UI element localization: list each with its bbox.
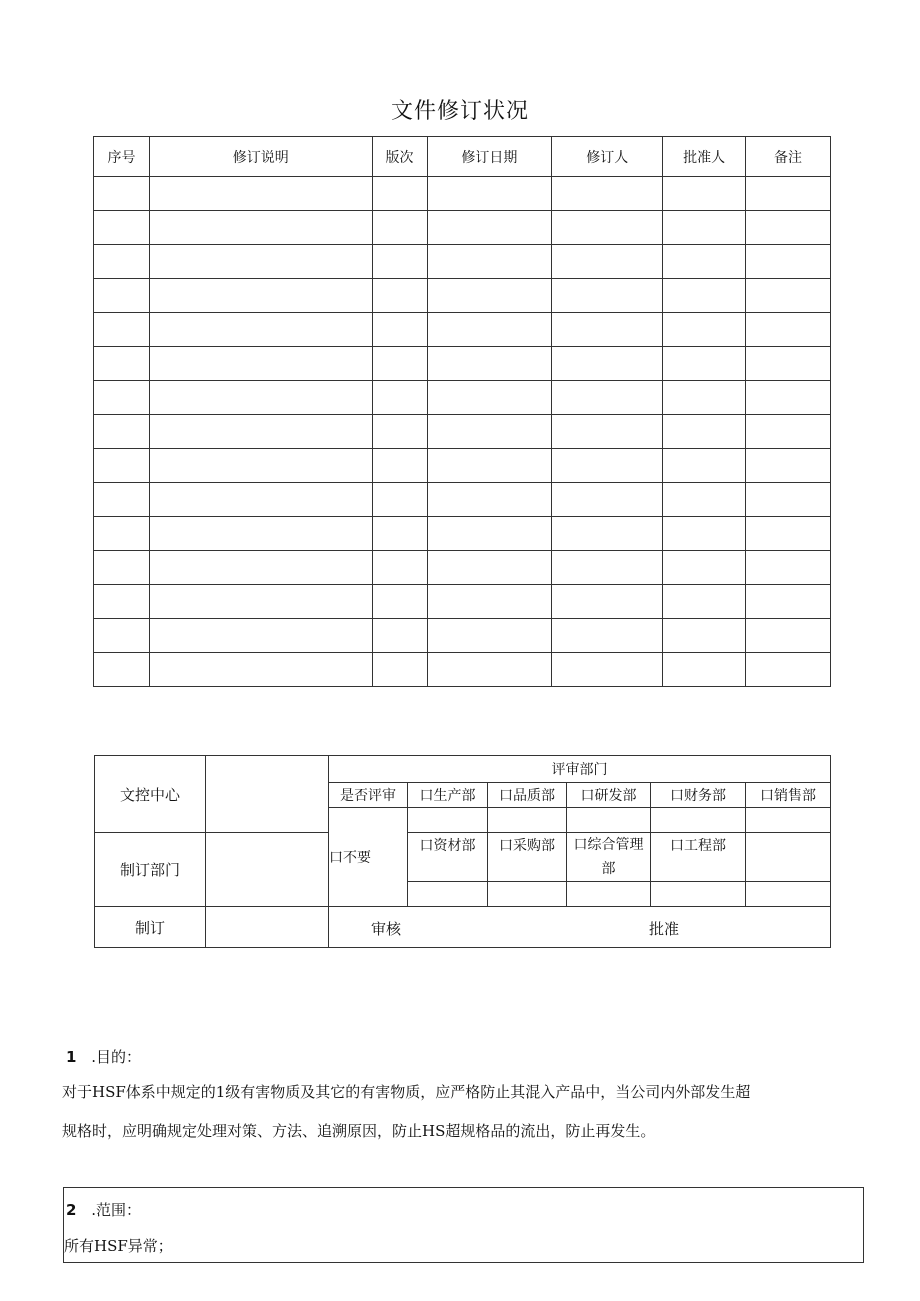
revision-cell[interactable] <box>427 381 552 415</box>
revision-cell[interactable] <box>427 211 552 245</box>
revision-cell[interactable] <box>746 313 831 347</box>
dept-engineering[interactable]: 口工程部 <box>651 833 746 882</box>
revision-row <box>94 347 831 381</box>
revision-cell[interactable] <box>746 211 831 245</box>
revision-row <box>94 585 831 619</box>
revision-cell[interactable] <box>149 279 372 313</box>
revision-cell[interactable] <box>149 585 372 619</box>
revision-header-row <box>94 137 831 177</box>
dept-quality[interactable]: 口品质部 <box>488 783 567 808</box>
revision-cell[interactable] <box>427 585 552 619</box>
dept-sales[interactable]: 口销售部 <box>746 783 831 808</box>
review-depts-header: 评审部门 <box>329 756 831 783</box>
revision-cell[interactable] <box>149 347 372 381</box>
revision-row <box>94 517 831 551</box>
revision-cell[interactable] <box>372 449 427 483</box>
revision-cell[interactable] <box>663 517 746 551</box>
revision-cell[interactable] <box>746 619 831 653</box>
revision-cell[interactable] <box>663 313 746 347</box>
revision-cell[interactable] <box>427 177 552 211</box>
revision-cell[interactable] <box>663 211 746 245</box>
revision-cell[interactable] <box>663 653 746 687</box>
header-reviser: 修订人 <box>552 137 663 177</box>
revision-cell[interactable] <box>94 483 150 517</box>
purpose-title: .目的： <box>91 1048 141 1066</box>
doc-control-label: 文控中心 <box>95 756 206 833</box>
header-version: 版次 <box>372 137 427 177</box>
revision-cell[interactable] <box>372 517 427 551</box>
revision-cell[interactable] <box>552 653 663 687</box>
revision-cell[interactable] <box>372 551 427 585</box>
revision-cell[interactable] <box>94 313 150 347</box>
revision-cell[interactable] <box>372 483 427 517</box>
revision-cell[interactable] <box>746 551 831 585</box>
revision-cell[interactable] <box>372 415 427 449</box>
revision-cell[interactable] <box>552 347 663 381</box>
revision-row <box>94 177 831 211</box>
page-title: 文件修订状况 <box>390 99 529 124</box>
revision-cell[interactable] <box>149 517 372 551</box>
revision-cell[interactable] <box>94 449 150 483</box>
revision-cell[interactable] <box>427 449 552 483</box>
revision-cell[interactable] <box>663 551 746 585</box>
revision-cell[interactable] <box>746 347 831 381</box>
revision-cell[interactable] <box>746 585 831 619</box>
revision-cell[interactable] <box>663 381 746 415</box>
revision-row <box>94 551 831 585</box>
purpose-heading <box>66 1041 141 1074</box>
revision-cell[interactable] <box>746 245 831 279</box>
revision-cell[interactable] <box>552 415 663 449</box>
revision-cell[interactable] <box>663 585 746 619</box>
revision-row <box>94 279 831 313</box>
revision-cell[interactable] <box>746 415 831 449</box>
revision-cell[interactable] <box>372 381 427 415</box>
revision-cell[interactable] <box>94 517 150 551</box>
revision-cell[interactable] <box>149 653 372 687</box>
revision-cell[interactable] <box>663 619 746 653</box>
revision-row <box>94 381 831 415</box>
header-date: 修订日期 <box>427 137 552 177</box>
revision-cell[interactable] <box>552 551 663 585</box>
revision-cell[interactable] <box>149 313 372 347</box>
revision-cell[interactable] <box>94 619 150 653</box>
header-description: 修订说明 <box>149 137 372 177</box>
revision-cell[interactable] <box>94 585 150 619</box>
revision-cell[interactable] <box>149 619 372 653</box>
revision-cell[interactable] <box>94 415 150 449</box>
revision-cell[interactable] <box>372 279 427 313</box>
revision-cell[interactable] <box>149 245 372 279</box>
scope-heading <box>66 1194 141 1227</box>
revision-cell[interactable] <box>663 279 746 313</box>
doc-control-value[interactable] <box>206 756 329 833</box>
revision-row <box>94 313 831 347</box>
revision-cell[interactable] <box>552 619 663 653</box>
sign-row <box>329 907 831 948</box>
revision-row <box>94 415 831 449</box>
audited-label: 审核 <box>371 920 402 938</box>
revision-cell[interactable] <box>552 585 663 619</box>
revision-row <box>94 211 831 245</box>
revision-row <box>94 483 831 517</box>
dept-finance[interactable]: 口财务部 <box>651 783 746 808</box>
revision-cell[interactable] <box>552 313 663 347</box>
revision-cell[interactable] <box>372 585 427 619</box>
approved-label: 批准 <box>649 920 680 938</box>
revision-cell[interactable] <box>552 483 663 517</box>
revision-row <box>94 245 831 279</box>
revision-cell[interactable] <box>427 279 552 313</box>
revision-cell[interactable] <box>149 551 372 585</box>
purpose-text-2: 规格时，应明确规定处理对策、方法、追溯原因，防止HS超规格品的流出，防止再发生。 <box>62 1122 656 1140</box>
revision-cell[interactable] <box>663 245 746 279</box>
revision-cell[interactable] <box>427 347 552 381</box>
dept-extra[interactable] <box>746 833 831 882</box>
drafting-dept-value[interactable] <box>206 833 329 907</box>
scope-box <box>63 1187 864 1263</box>
revision-cell[interactable] <box>149 211 372 245</box>
revision-cell[interactable] <box>552 177 663 211</box>
revision-body <box>94 177 831 687</box>
revision-cell[interactable] <box>663 415 746 449</box>
revision-cell[interactable] <box>427 415 552 449</box>
revision-cell[interactable] <box>663 449 746 483</box>
revision-cell[interactable] <box>372 619 427 653</box>
revision-cell[interactable] <box>149 381 372 415</box>
revision-cell[interactable] <box>372 347 427 381</box>
revision-cell[interactable] <box>427 551 552 585</box>
scope-number: 2 <box>66 1201 77 1219</box>
revision-row <box>94 653 831 687</box>
dept-materials[interactable]: 口资材部 <box>408 833 488 882</box>
scope-title: .范围： <box>91 1201 141 1219</box>
revision-cell[interactable] <box>427 313 552 347</box>
drafted-label: 制订 <box>95 907 206 948</box>
revision-cell[interactable] <box>427 483 552 517</box>
scope-text: 所有HSF异常； <box>64 1237 173 1255</box>
revision-cell[interactable] <box>94 245 150 279</box>
revision-row <box>94 449 831 483</box>
dept-rnd[interactable]: 口研发部 <box>567 783 651 808</box>
revision-cell[interactable] <box>552 517 663 551</box>
revision-cell[interactable] <box>94 551 150 585</box>
revision-cell[interactable] <box>427 653 552 687</box>
revision-cell[interactable] <box>94 177 150 211</box>
revision-cell[interactable] <box>94 653 150 687</box>
revision-cell[interactable] <box>149 483 372 517</box>
revision-cell[interactable] <box>663 177 746 211</box>
revision-cell[interactable] <box>94 347 150 381</box>
revision-cell[interactable] <box>746 177 831 211</box>
revision-cell[interactable] <box>372 245 427 279</box>
revision-cell[interactable] <box>552 211 663 245</box>
revision-row <box>94 619 831 653</box>
revision-cell[interactable] <box>746 449 831 483</box>
revision-cell[interactable] <box>94 381 150 415</box>
revision-cell[interactable] <box>746 653 831 687</box>
header-approver: 批准人 <box>663 137 746 177</box>
revision-cell[interactable] <box>149 449 372 483</box>
revision-cell[interactable] <box>663 347 746 381</box>
revision-cell[interactable] <box>372 211 427 245</box>
purpose-number: 1 <box>66 1048 77 1066</box>
revision-cell[interactable] <box>427 517 552 551</box>
revision-cell[interactable] <box>372 177 427 211</box>
dept-general-mgmt[interactable]: 口综合管理部 <box>567 833 651 882</box>
revision-cell[interactable] <box>372 653 427 687</box>
header-seq: 序号 <box>94 137 150 177</box>
drafted-value[interactable] <box>206 907 329 948</box>
revision-cell[interactable] <box>663 483 746 517</box>
review-table <box>94 755 831 948</box>
revision-cell[interactable] <box>94 211 150 245</box>
revision-cell[interactable] <box>552 279 663 313</box>
revision-cell[interactable] <box>427 245 552 279</box>
revision-cell[interactable] <box>149 415 372 449</box>
revision-cell[interactable] <box>746 279 831 313</box>
review-needed-label: 是否评审 <box>329 783 408 808</box>
drafting-dept-label: 制订部门 <box>95 833 206 907</box>
revision-cell[interactable] <box>149 177 372 211</box>
revision-cell[interactable] <box>94 279 150 313</box>
purpose-text-1: 对于HSF体系中规定的1级有害物质及其它的有害物质，应严格防止其混入产品中，当公司内外部发生超 <box>62 1083 751 1101</box>
revision-cell[interactable] <box>746 483 831 517</box>
dept-production[interactable]: 口生产部 <box>408 783 488 808</box>
revision-cell[interactable] <box>746 381 831 415</box>
header-remarks: 备注 <box>746 137 831 177</box>
revision-cell[interactable] <box>746 517 831 551</box>
revision-cell[interactable] <box>372 313 427 347</box>
revision-cell[interactable] <box>552 381 663 415</box>
revision-cell[interactable] <box>552 449 663 483</box>
revision-table <box>93 136 831 687</box>
dept-purchasing[interactable]: 口采购部 <box>488 833 567 882</box>
no-review-option[interactable]: 口不要 <box>329 808 408 907</box>
revision-cell[interactable] <box>427 619 552 653</box>
revision-cell[interactable] <box>552 245 663 279</box>
